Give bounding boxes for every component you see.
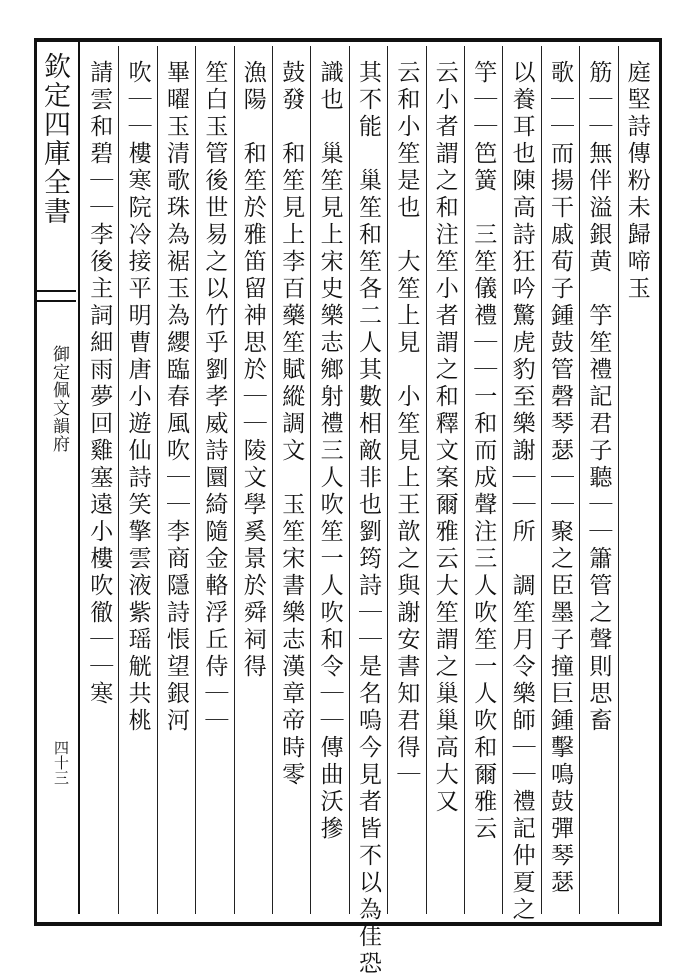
column-rule <box>502 46 503 914</box>
text-column: 鼓發 和笙見上李百藥笙賦縱調文 玉笙宋書樂志漢章帝時零 <box>278 60 305 789</box>
column-rule <box>234 46 235 914</box>
text-column: 云小者謂之和注笙小者謂之和釋文案爾雅云大笙謂之巢巢高大又 <box>431 60 458 816</box>
margin-folio-number: 四十三 <box>52 740 70 785</box>
text-column: 請雲和碧｜｜李後主詞細雨夢回雞塞遠小樓吹徹｜｜寒 <box>86 60 113 708</box>
column-rule <box>387 46 388 914</box>
text-column: 畢曜玉清歌珠為裾玉為纓臨春風吹｜｜李商隱詩悵望銀河 <box>163 60 189 735</box>
fishtail-mark <box>36 290 76 332</box>
text-column: 吹｜｜樓寒院冷接平明曹唐小遊仙詩笑擎雲液紫瑶觥共桃 <box>124 60 151 735</box>
text-column: 竽｜｜笆簧 三笙儀禮｜｜一和而成聲注三人吹笙一人吹和爾雅云 <box>470 60 497 843</box>
text-column: 以養耳也陳高詩狂吟驚虎豹至樂謝｜｜所 調笙月令樂師｜｜禮記仲夏之 <box>508 60 535 924</box>
text-area <box>80 46 656 978</box>
column-rule <box>349 46 350 914</box>
column-rule <box>310 46 311 914</box>
column-rule <box>618 46 619 914</box>
text-column: 筋｜｜無伴溢銀黄 竽笙禮記君子聽｜｜簫管之聲則思畜 <box>585 60 612 735</box>
column-rule <box>195 46 196 914</box>
margin-title: 欽定四庫全書 <box>39 52 70 226</box>
column-rule <box>272 46 273 914</box>
text-column: 笙白玉管後世易之以竹乎劉孝威詩圜綺隨金輅浮丘侍｜｜ <box>201 60 228 735</box>
text-column: 歌｜｜而揚干戚荀子鍾鼓管磬琴瑟｜｜聚之臣墨子撞巨鍾擊鳴鼓彈琴瑟 <box>547 60 573 897</box>
text-column: 庭堅詩傳粉未歸啼玉 <box>623 60 650 303</box>
column-rule <box>464 46 465 914</box>
text-column: 識也 巢笙見上宋史樂志鄉射禮三人吹笙一人吹和令｜｜傳曲沃摻 <box>316 60 343 843</box>
text-column: 漁陽 和笙於雅笛留神思於｜｜陵文學奚景於舜祠得 <box>239 60 266 681</box>
text-column: 云和小笙是也 大笙上見 小笙見上王歆之與謝安書知君得｜ <box>393 60 420 789</box>
column-rule <box>541 46 542 914</box>
frame-right-rule <box>659 38 662 922</box>
column-rule <box>426 46 427 914</box>
margin-book-title: 御定佩文韻府 <box>49 345 69 453</box>
column-rule <box>118 46 119 914</box>
text-column: 其不能 巢笙和笙各二人其數相敵非也劉筠詩｜｜是名嗚今見者皆不以為佳恐 <box>355 60 381 978</box>
column-rule <box>157 46 158 914</box>
column-rule <box>579 46 580 914</box>
